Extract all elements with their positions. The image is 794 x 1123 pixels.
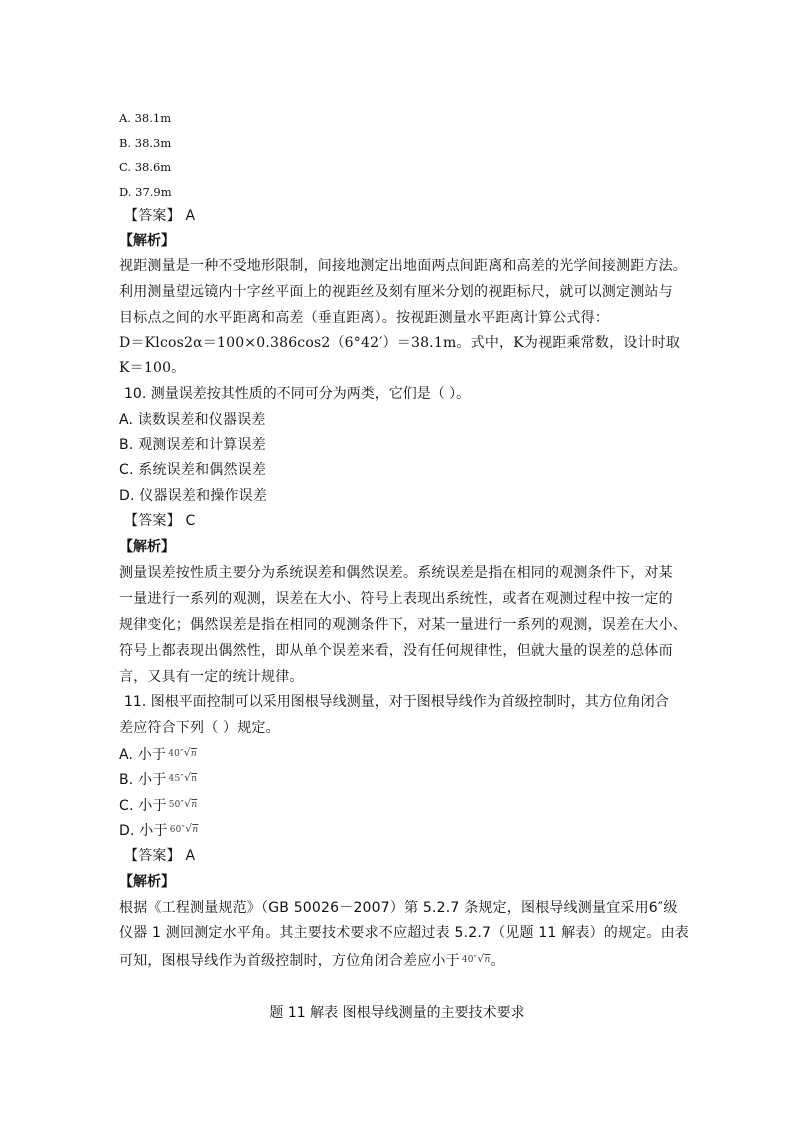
analysis-line: 可知，图根导线作为首级控制时，方位角闭合差应小于 40″√n。 (119, 952, 505, 969)
option-c: C. 系统误差和偶然误差 (119, 462, 267, 478)
answer: 【答案】 A (124, 208, 196, 224)
analysis-line: 一量进行一系列的观测，误差在大小、符号上表现出系统性，或者在观测过程中按一定的 (119, 591, 673, 607)
question-11: 11. 图根平面控制可以采用图根导线测量，对于图根导线作为首级控制时，其方位角闭合 (124, 694, 669, 710)
option-b: B. 观测误差和计算误差 (119, 437, 266, 453)
analysis-line: 言，又具有一定的统计规律。 (119, 669, 304, 685)
analysis-line: 符号上都表现出偶然性，即从单个误差来看，没有任何规律性，但就大量的误差的总体而 (119, 643, 673, 659)
analysis-line: 测量误差按性质主要分为系统误差和偶然误差。系统误差是指在相同的观测条件下，对某 (119, 565, 673, 581)
sqrt-formula: 60″√n (169, 822, 199, 835)
option-c: C. 小于 50″√n (119, 797, 198, 814)
option-a: A. 38.1m (119, 111, 172, 125)
table-caption: 题 11 解表 图根导线测量的主要技术要求 (269, 1005, 525, 1021)
analysis-line: 利用测量望远镜内十字丝平面上的视距丝及刻有厘米分划的视距标尺，就可以测定测站与 (119, 284, 673, 300)
sqrt-formula: 40″√n (168, 746, 197, 759)
analysis-formula-line: D＝Klcos2α＝100×0.386cos2（6°42′）＝38.1m。式中，K为视距乘常数，设计时取 (119, 335, 681, 351)
option-d: D. 小于 60″√n (119, 822, 199, 839)
analysis-header: 【解析】 (119, 874, 175, 890)
option-a: A. 小于 40″√n (119, 746, 197, 763)
option-d: D. 仪器误差和操作误差 (119, 488, 268, 504)
question-10: 10. 测量误差按其性质的不同可分为两类，它们是（ ）。 (124, 386, 471, 402)
analysis-line: 规律变化；偶然误差是指在相同的观测条件下，对某一量进行一系列的观测，误差在大小、 (119, 617, 687, 633)
analysis-line: 仪器 1 测回测定水平角。其主要技术要求不应超过表 5.2.7（见题 11 解表）的规定。由表 (119, 925, 689, 941)
option-b: B. 小于 45″√n (119, 771, 198, 788)
analysis-line: 根据《工程测量规范》（GB 50026－2007）第 5.2.7 条规定，图根导线测量宜采用6″级 (119, 900, 678, 916)
answer: 【答案】 C (124, 513, 196, 529)
sqrt-formula: 50″√n (168, 797, 198, 810)
option-c: C. 38.6m (119, 160, 172, 174)
analysis-header: 【解析】 (119, 539, 175, 555)
analysis-line: K＝100。 (119, 360, 186, 376)
answer: 【答案】 A (124, 848, 196, 864)
option-b: B. 38.3m (119, 136, 172, 150)
sqrt-formula: 40″√n (461, 952, 491, 965)
analysis-line: 视距测量是一种不受地形限制，间接地测定出地面两点间距离和高差的光学间接测距方法。 (119, 258, 687, 274)
option-d: D. 37.9m (119, 185, 172, 199)
analysis-line: 目标点之间的水平距离和高差（垂直距离）。按视距测量水平距离计算公式得： (119, 310, 609, 326)
analysis-header: 【解析】 (119, 233, 175, 249)
option-a: A. 读数误差和仪器误差 (119, 412, 266, 428)
sqrt-formula: 45″√n (168, 771, 198, 784)
question-11-cont: 差应符合下列（ ）规定。 (119, 720, 280, 736)
